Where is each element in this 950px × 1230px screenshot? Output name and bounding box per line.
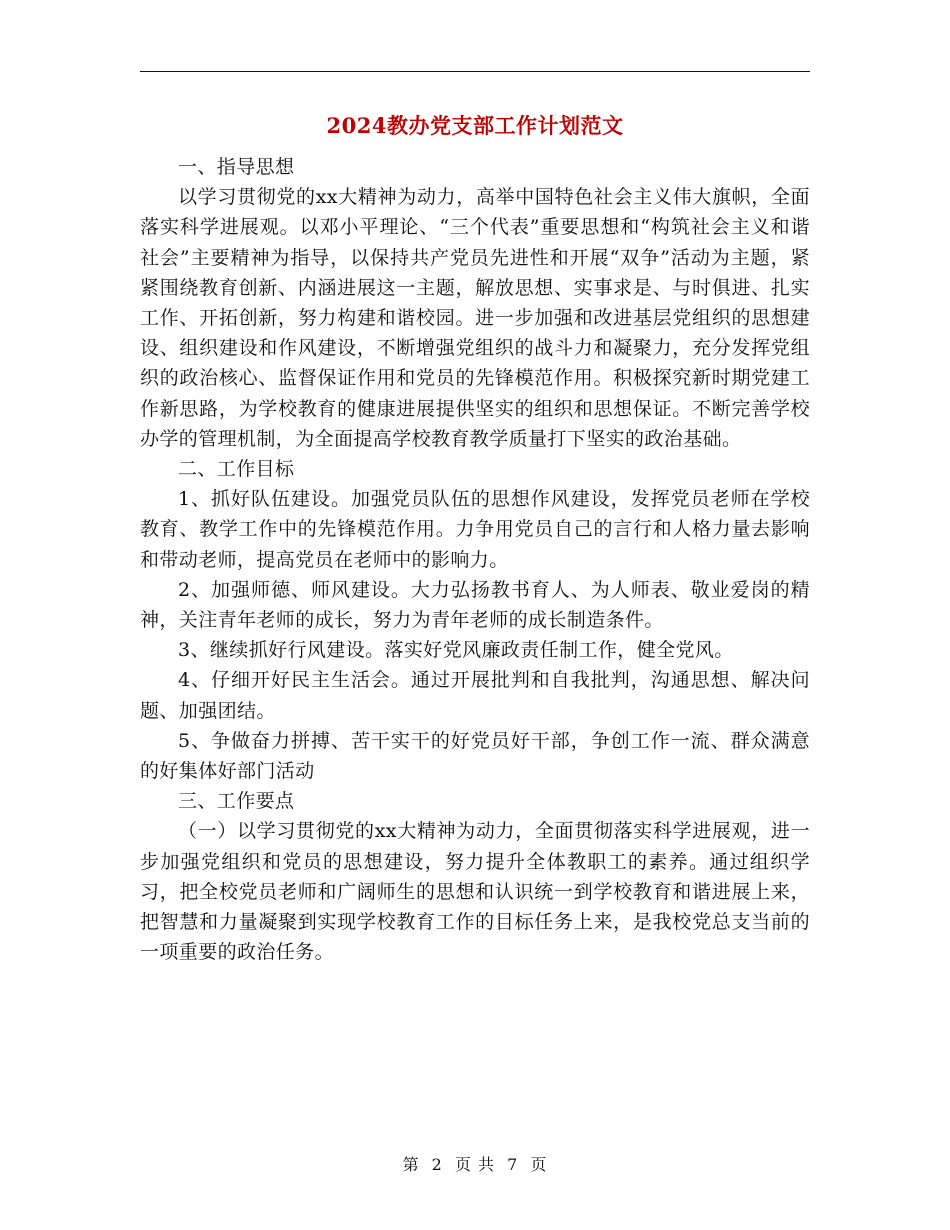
total-page-count: 7 [507, 1155, 519, 1174]
goal-item-1: 1、抓好队伍建设。加强党员队伍的思想作风建设，发挥党员老师在学校教育、教学工作中的先锋模范作用。力争用党员自己的言行和人格力量去影响和带动老师，提高党员在老师中的影响力。 [140, 488, 810, 571]
goal-item-5: 5、争做奋力拼搏、苦干实干的好党员好干部，争创工作一流、群众满意的好集体好部门活动 [140, 729, 810, 783]
document-body [140, 152, 810, 967]
current-page-number: 2 [431, 1155, 443, 1174]
page-footer-suffix: 页 [530, 1155, 548, 1174]
goal-item-3: 3、继续抓好行风建设。落实好党风廉政责任制工作，健全党风。 [178, 639, 734, 662]
section-heading-work-goals: 二、工作目标 [178, 458, 295, 481]
page-footer-prefix: 第 [402, 1155, 420, 1174]
work-point-1: （一）以学习贯彻党的xx大精神为动力，全面贯彻落实科学进展观，进一步加强党组织和党员的思想建设，努力提升全体教职工的素养。通过组织学习，把全校党员老师和广阔师生的思想和认识统一到学校教育和谐进展上来，把智慧和力量凝聚到实现学校教育工作的目标任务上来，是我校党总支当前的一项重要的政治任务。 [140, 820, 810, 964]
section-heading-guiding-ideology: 一、指导思想 [178, 156, 295, 178]
section-heading-work-points: 三、工作要点 [178, 790, 295, 813]
page-number-footer [0, 1155, 950, 1175]
body-paragraph: 以学习贯彻党的xx大精神为动力，高举中国特色社会主义伟大旗帜，全面落实科学进展观。以邓小平理论、“三个代表”重要思想和“构筑社会主义和谐社会”主要精神为指导，以保持共产党员先进性和开展“双争”活动为主题，紧紧围绕教育创新、内涵进展这一主题，解放思想、实事求是、与时俱进、扎实工作、开拓创新，努力构建和谐校园。进一步加强和改进基层党组织的思想建设、组织建设和作风建设，不断增强党组织的战斗力和凝聚力，充分发挥党组织的政治核心、监督保证作用和党员的先锋模范作用。积极探究新时期党建工作新思路，为学校教育的健康进展提供坚实的组织和思想保证。不断完善学校办学的管理机制，为全面提高学校教育教学质量打下坚实的政治基础。 [140, 186, 810, 450]
goal-item-2: 2、加强师德、师风建设。大力弘扬教书育人、为人师表、敬业爱岗的精神，关注青年老师的成长，努力为青年老师的成长制造条件。 [140, 578, 810, 632]
document-title: 2024教办党支部工作计划范文 [326, 113, 624, 138]
page-footer-middle: 页 共 [454, 1155, 496, 1174]
header-rule [140, 71, 810, 72]
goal-item-4: 4、仔细开好民主生活会。通过开展批判和自我批判，沟通思想、解决问题、加强团结。 [140, 669, 810, 722]
